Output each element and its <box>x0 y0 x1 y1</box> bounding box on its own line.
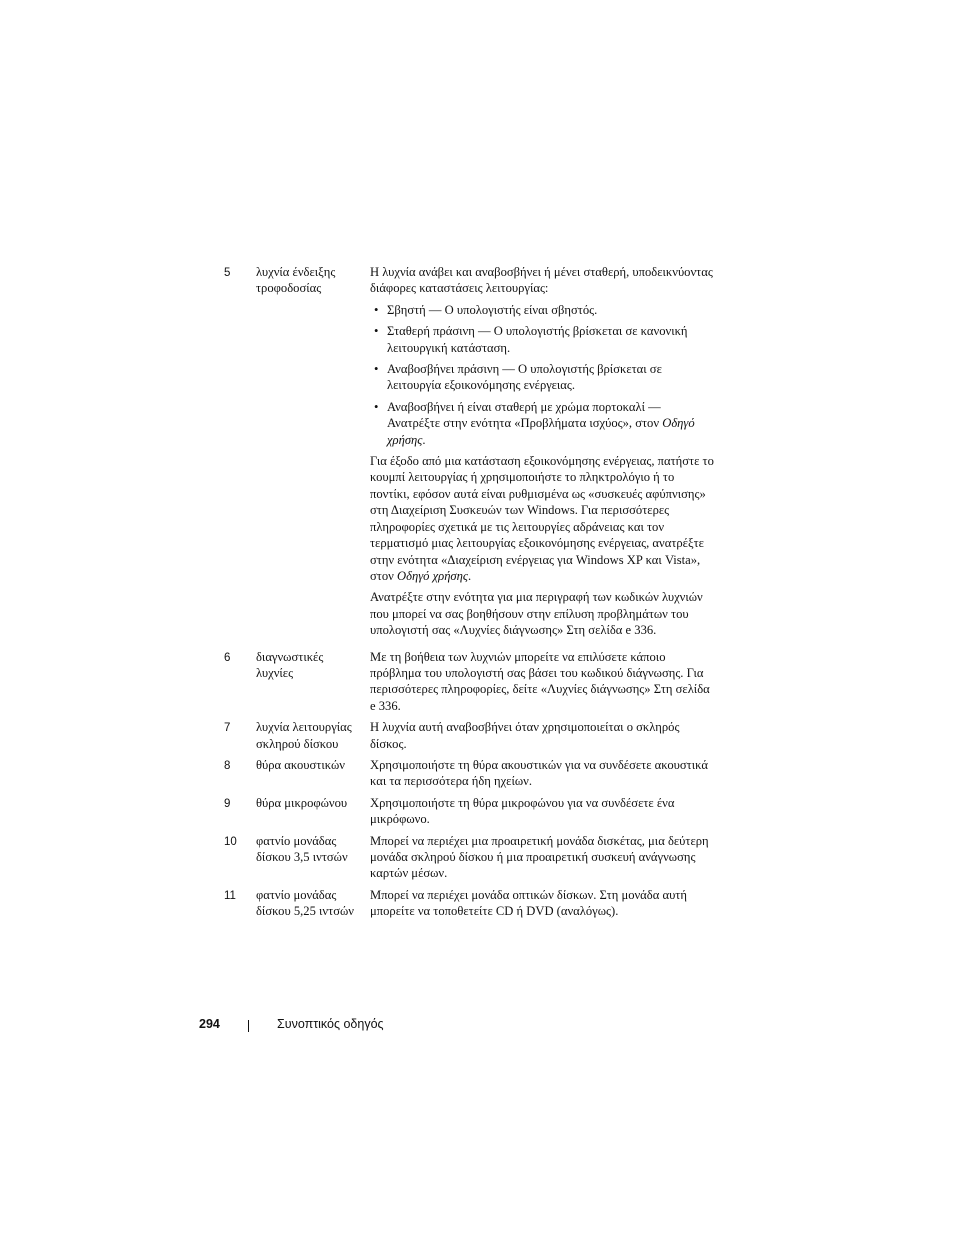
item-description: Η λυχνία αυτή αναβοσβήνει όταν χρησιμοποιείται ο σκληρός δίσκος. <box>370 720 680 751</box>
item-description: Με τη βοήθεια των λυχνιών μπορείτε να επιλύσετε κάποιο πρόβλημα του υπολογιστή σας βάσει του κωδικού διάγνωσης. Για περισσότερες πληροφορίες, δείτε «Λυχνίες διάγνωσης» Στη σελίδα e 336. <box>370 649 710 713</box>
bullet-icon: • <box>374 362 379 377</box>
user-guide-reference: Οδηγό χρήσης <box>397 568 469 583</box>
bullet-icon: • <box>374 324 379 339</box>
item-label: θύρα μικροφώνου <box>256 795 348 810</box>
item-number: 6 <box>224 651 231 664</box>
item-label: λυχνία ένδειξης τροφοδοσίας <box>256 265 336 296</box>
table-row <box>224 649 716 715</box>
item-label: φατνίο μονάδας δίσκου 3,5 ιντσών <box>256 833 348 864</box>
item-label: διαγνωστικές λυχνίες <box>256 649 324 680</box>
diagnostic-reference-paragraph: Ανατρέξτε στην ενότητα για μια περιγραφή των κωδικών λυχνιών που μπορεί να σας βοηθήσουν στην επίλυση προβλημάτων του υπολογιστή σας «Λυχνίες διάγνωσης» Στη σελίδα e 336. <box>370 590 703 638</box>
table-row <box>224 719 716 752</box>
page-number: 294 <box>199 1017 220 1031</box>
power-save-paragraph: Για έξοδο από μια κατάσταση εξοικονόμησης ενέργειας, πατήστε το κουμπί λειτουργίας ή χρησιμοποιήστε το πληκτρολόγιο ή το ποντίκι, εφόσον αυτά είναι ρυθμισμένα ως «συσκευές αφύπνισης» στη Διαχείριση Συσκευών των Windows. Για περισσότερες πληροφορίες σχετικά με τις λειτουργίες αδράνειας και τον τερματισμό μιας λειτουργίας εξοικονόμησης ενέργειας, ανατρέξτε στην ενότητα «Διαχείριση ενέργειας για Windows XP και Vista», στον Οδηγό χρήσης. <box>370 454 714 583</box>
item-number: 9 <box>224 797 231 810</box>
list-item: • Σταθερή πράσινη — Ο υπολογιστής βρίσκεται σε κανονική λειτουργική κατάσταση. <box>374 324 688 355</box>
item-label: φατνίο μονάδας δίσκου 5,25 ιντσών <box>256 887 354 919</box>
status-list <box>370 302 716 448</box>
item-number: 7 <box>224 722 231 735</box>
item-label: λυχνία λειτουργίας σκληρού δίσκου <box>256 720 352 751</box>
item-number: 8 <box>224 759 231 772</box>
list-item: • Αναβοσβήνει ή είναι σταθερή με χρώμα πορτοκαλί — Ανατρέξτε στην ενότητα «Προβλήματα ισχύος», στον Οδηγό χρήσης. <box>374 399 695 447</box>
footer-title: Συνοπτικός οδηγός <box>277 1017 384 1031</box>
item-label: θύρα ακουστικών <box>256 757 345 772</box>
item-description <box>370 264 716 644</box>
item-number: 5 <box>224 267 231 279</box>
item-description: Χρησιμοποιήστε τη θύρα ακουστικών για να συνδέσετε ακουστικά και τα περισσότερα ήδη ηχείων. <box>370 757 708 789</box>
item-description: Μπορεί να περιέχει μια προαιρετική μονάδα δισκέτας, μια δεύτερη μονάδα σκληρού δίσκου ή μια προαιρετική συσκευή ανάγνωσης καρτών μέσων. <box>370 833 709 881</box>
list-item: • Αναβοσβήνει πράσινη — Ο υπολογιστής βρίσκεται σε λειτουργία εξοικονόμησης ενέργειας. <box>374 362 662 393</box>
table-row <box>224 757 716 790</box>
footer-separator <box>248 1020 249 1032</box>
description-intro: Η λυχνία ανάβει και αναβοσβήνει ή μένει σταθερή, υποδεικνύοντας διάφορες καταστάσεις λειτουργίας: <box>370 265 713 296</box>
item-number: 10 <box>224 835 237 848</box>
user-guide-reference: Οδηγό χρήσης <box>387 416 695 447</box>
bullet-icon: • <box>374 399 379 414</box>
bullet-icon: • <box>374 302 379 317</box>
table-row <box>224 887 716 920</box>
item-description: Μπορεί να περιέχει μονάδα οπτικών δίσκων. Στη μονάδα αυτή μπορείτε να τοποθετείτε CD ή DVD (αναλόγως). <box>370 887 687 919</box>
component-table <box>224 264 716 920</box>
list-item: • Σβηστή — Ο υπολογιστής είναι σβηστός. <box>374 302 598 317</box>
table-row <box>224 833 716 882</box>
item-number: 11 <box>224 889 236 902</box>
item-description: Χρησιμοποιήστε τη θύρα μικροφώνου για να συνδέσετε ένα μικρόφωνο. <box>370 795 675 827</box>
table-row <box>224 264 716 644</box>
table-row <box>224 795 716 828</box>
